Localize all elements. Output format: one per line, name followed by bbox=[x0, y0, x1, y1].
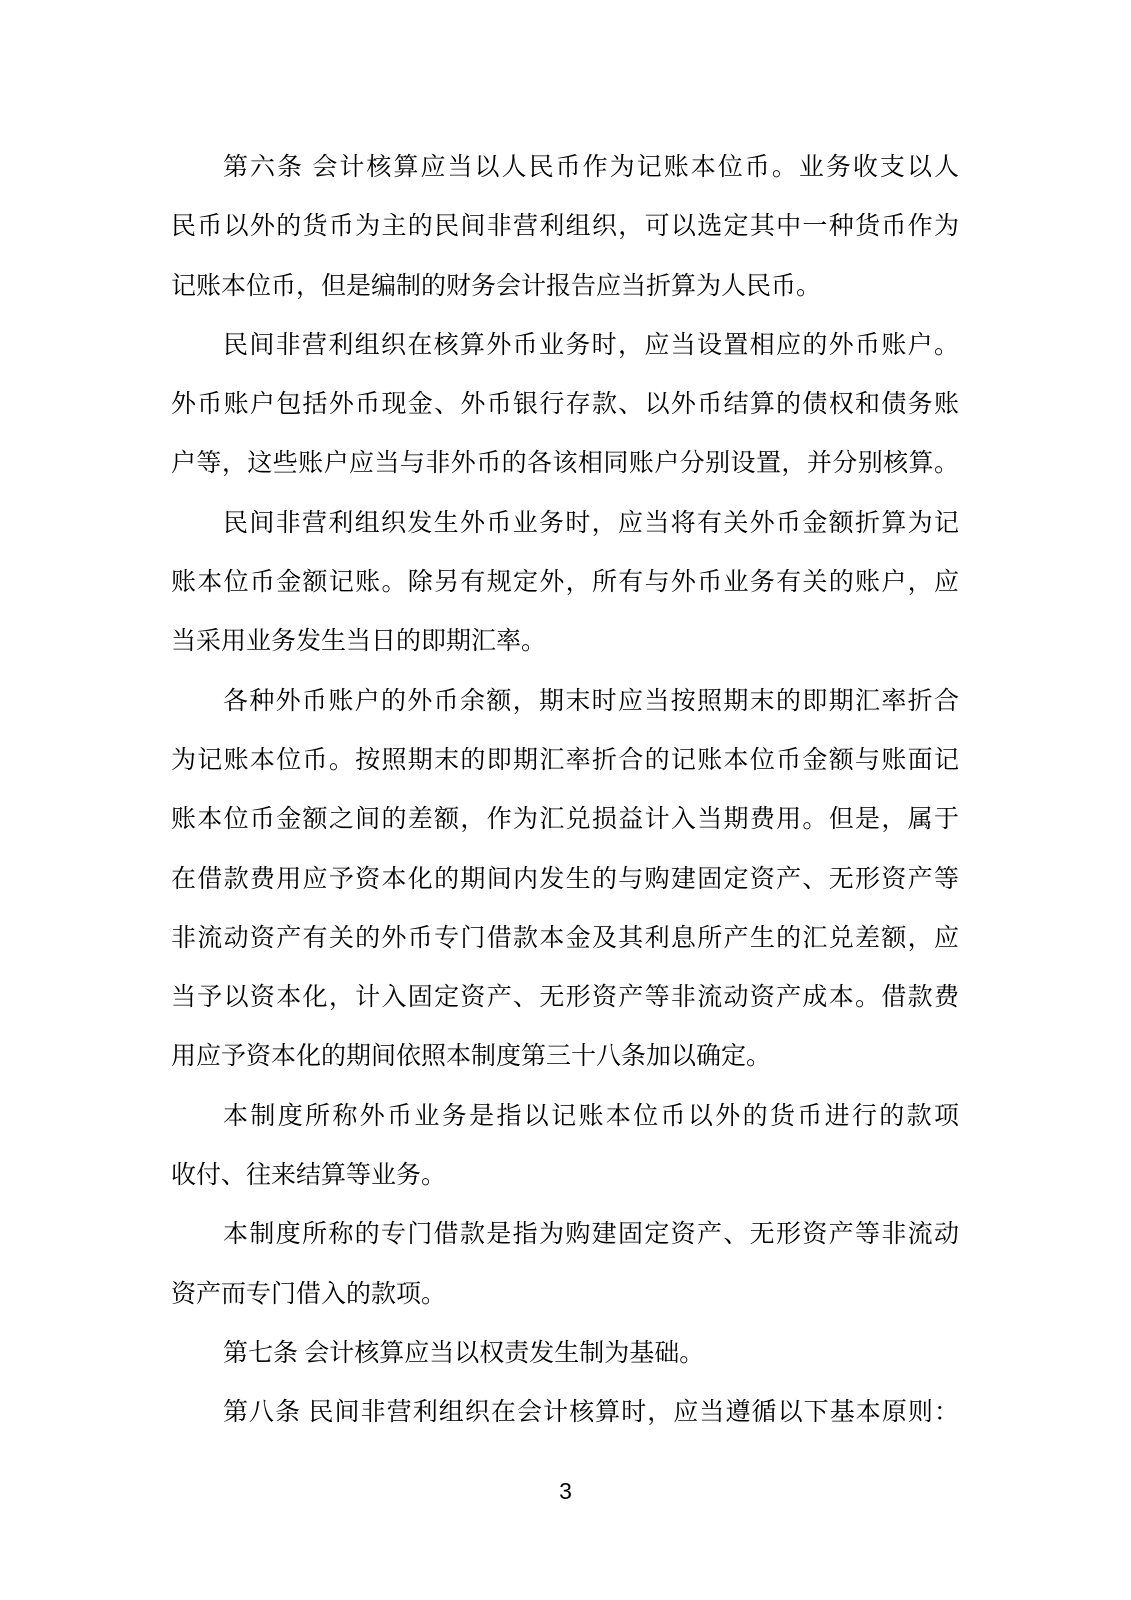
text-line: 第八条 民间非营利组织在会计核算时，应当遵循以下基本原则： bbox=[223, 1399, 959, 1427]
text-line: 当采用业务发生当日的即期汇率。 bbox=[171, 628, 547, 656]
document-body bbox=[171, 138, 959, 1443]
page-number: 3 bbox=[559, 1478, 572, 1504]
text-line: 民币以外的货币为主的民间非营利组织，可以选定其中一种货币作为 bbox=[171, 213, 959, 241]
text-line: 为记账本位币。按照期末的即期汇率折合的记账本位币金额与账面记 bbox=[171, 746, 959, 774]
text-line: 民间非营利组织在核算外币业务时，应当设置相应的外币账户。 bbox=[223, 331, 959, 359]
text-line: 非流动资产有关的外币专门借款本金及其利息所产生的汇兑差额，应 bbox=[171, 924, 959, 952]
text-line: 记账本位币，但是编制的财务会计报告应当折算为人民币。 bbox=[171, 272, 822, 300]
text-line: 外币账户包括外币现金、外币银行存款、以外币结算的债权和债务账 bbox=[171, 391, 959, 419]
text-line: 第七条 会计核算应当以权责发生制为基础。 bbox=[223, 1339, 705, 1367]
text-line: 收付、往来结算等业务。 bbox=[171, 1162, 447, 1190]
text-line: 用应予资本化的期间依照本制度第三十八条加以确定。 bbox=[171, 1043, 772, 1071]
text-line: 各种外币账户的外币余额，期末时应当按照期末的即期汇率折合 bbox=[223, 687, 959, 715]
text-line: 账本位币金额记账。除另有规定外，所有与外币业务有关的账户，应 bbox=[171, 569, 959, 597]
text-line: 本制度所称的专门借款是指为购建固定资产、无形资产等非流动 bbox=[223, 1221, 959, 1249]
text-line: 资产而专门借入的款项。 bbox=[171, 1280, 447, 1308]
text-line: 账本位币金额之间的差额，作为汇兑损益计入当期费用。但是，属于 bbox=[171, 806, 959, 834]
text-line: 在借款费用应予资本化的期间内发生的与购建固定资产、无形资产等 bbox=[171, 865, 959, 893]
text-line: 第六条 会计核算应当以人民币作为记账本位币。业务收支以人 bbox=[223, 154, 959, 181]
text-line: 本制度所称外币业务是指以记账本位币以外的货币进行的款项 bbox=[223, 1102, 959, 1130]
text-line: 户等，这些账户应当与非外币的各该相同账户分别设置，并分别核算。 bbox=[171, 450, 959, 478]
text-line: 当予以资本化，计入固定资产、无形资产等非流动资产成本。借款费 bbox=[171, 984, 959, 1012]
text-line: 民间非营利组织发生外币业务时，应当将有关外币金额折算为记 bbox=[223, 509, 959, 537]
